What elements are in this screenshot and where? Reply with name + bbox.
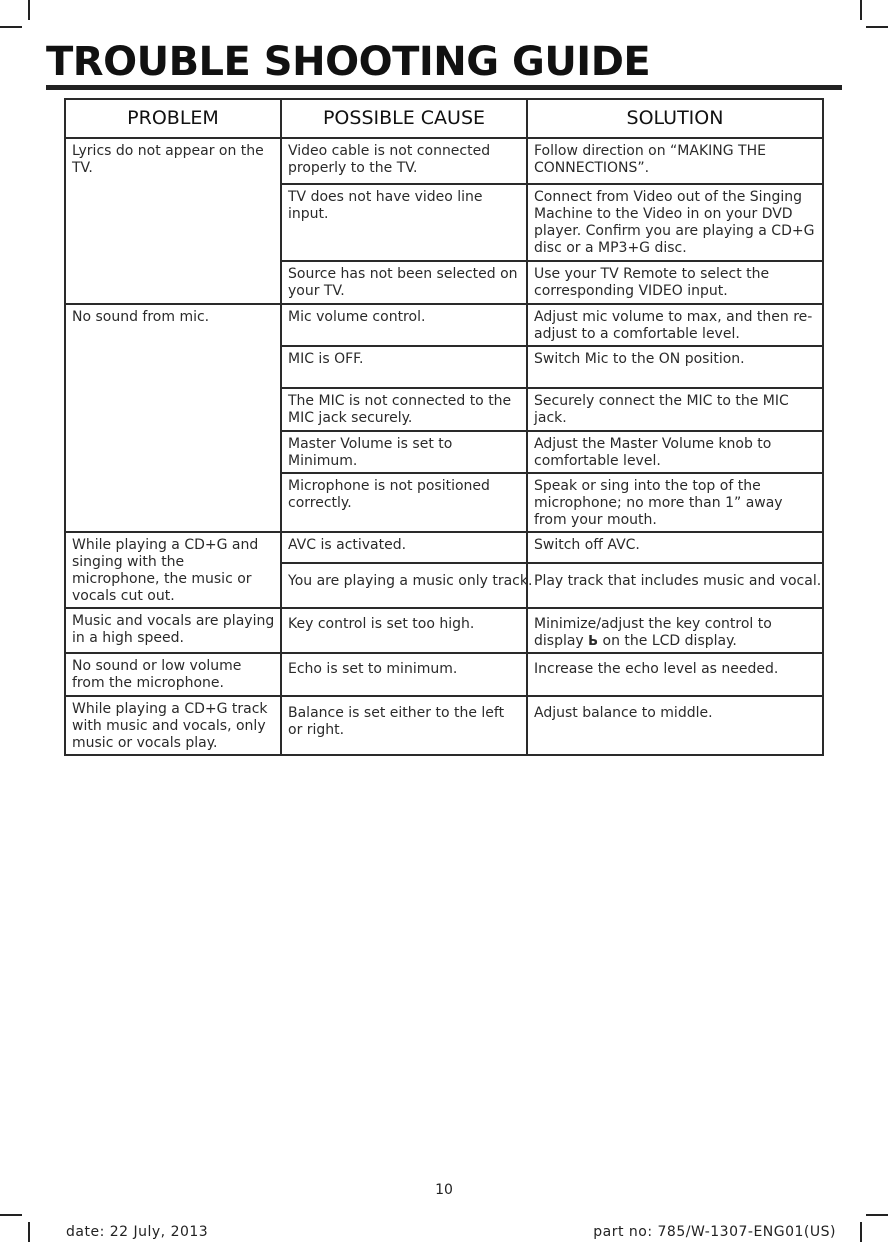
solution-cell: Adjust balance to middle.	[527, 696, 823, 755]
crop-mark-top-left-vertical	[28, 0, 30, 20]
solution-cell: Adjust mic volume to max, and then re-adjust to a comfortable level.	[527, 304, 823, 346]
cause-cell: The MIC is not connected to the MIC jack securely.	[281, 388, 527, 431]
page-title: TROUBLE SHOOTING GUIDE	[46, 39, 651, 85]
table-row	[65, 608, 823, 653]
problem-cell: No sound or low volume from the microphone.	[65, 653, 281, 696]
solution-cell: Use your TV Remote to select the corresponding VIDEO input.	[527, 261, 823, 304]
page-number: 10	[435, 1182, 453, 1198]
header-problem: PROBLEM	[65, 99, 281, 138]
table-header-row	[65, 99, 823, 138]
footer-date: date: 22 July, 2013	[66, 1224, 209, 1240]
solution-cell: Adjust the Master Volume knob to comfortable level.	[527, 431, 823, 473]
title-rule	[46, 85, 842, 90]
solution-cell: Switch off AVC.	[527, 532, 823, 563]
header-possible-cause: POSSIBLE CAUSE	[281, 99, 527, 138]
footer-part-number: part no: 785/W-1307-ENG01(US)	[593, 1224, 836, 1240]
table-row	[65, 304, 823, 346]
solution-cell: Switch Mic to the ON position.	[527, 346, 823, 388]
problem-cell: No sound from mic.	[65, 304, 281, 532]
crop-mark-top-right-vertical	[860, 0, 862, 20]
cause-cell: You are playing a music only track.	[281, 563, 527, 608]
crop-mark-bottom-right-horizontal	[866, 1214, 888, 1216]
crop-mark-bottom-right-vertical	[860, 1222, 862, 1242]
solution-cell: Play track that includes music and vocal.	[527, 563, 823, 608]
crop-mark-bottom-left-vertical	[28, 1222, 30, 1242]
table-row	[65, 653, 823, 696]
cause-cell: Key control is set too high.	[281, 608, 527, 653]
solution-cell: Speak or sing into the top of the microphone; no more than 1” away from your mouth.	[527, 473, 823, 532]
solution-cell: Connect from Video out of the Singing Machine to the Video in on your DVD player. Confirm you are playing a CD+G disc or a MP3+G disc.	[527, 184, 823, 261]
troubleshooting-table	[64, 98, 824, 756]
cause-cell: Source has not been selected on your TV.	[281, 261, 527, 304]
table-row	[65, 532, 823, 563]
table-row	[65, 696, 823, 755]
cause-cell: Mic volume control.	[281, 304, 527, 346]
solution-cell: Increase the echo level as needed.	[527, 653, 823, 696]
problem-cell: While playing a CD+G track with music and vocals, only music or vocals play.	[65, 696, 281, 755]
crop-mark-top-left-horizontal	[0, 26, 22, 28]
cause-cell: AVC is activated.	[281, 532, 527, 563]
table-row	[65, 138, 823, 184]
cause-cell: Video cable is not connected properly to the TV.	[281, 138, 527, 184]
header-solution: SOLUTION	[527, 99, 823, 138]
solution-text: on the LCD display.	[602, 633, 737, 649]
solution-cell: Follow direction on “MAKING THE CONNECTIONS”.	[527, 138, 823, 184]
cause-cell: Microphone is not positioned correctly.	[281, 473, 527, 532]
cause-cell: Master Volume is set to Minimum.	[281, 431, 527, 473]
solution-text: Minimize/adjust the key control to display	[534, 616, 772, 649]
problem-cell: While playing a CD+G and singing with the microphone, the music or vocals cut out.	[65, 532, 281, 608]
problem-cell: Lyrics do not appear on the TV.	[65, 138, 281, 304]
solution-cell	[527, 608, 823, 653]
crop-mark-top-right-horizontal	[866, 26, 888, 28]
problem-cell: Music and vocals are playing in a high speed.	[65, 608, 281, 653]
cause-cell: Echo is set to minimum.	[281, 653, 527, 696]
solution-cell: Securely connect the MIC to the MIC jack.	[527, 388, 823, 431]
cause-cell: Balance is set either to the left or right.	[281, 696, 527, 755]
crop-mark-bottom-left-horizontal	[0, 1214, 22, 1216]
cause-cell: MIC is OFF.	[281, 346, 527, 388]
lcd-key-indicator-icon: Ь	[588, 634, 599, 649]
cause-cell: TV does not have video line input.	[281, 184, 527, 261]
